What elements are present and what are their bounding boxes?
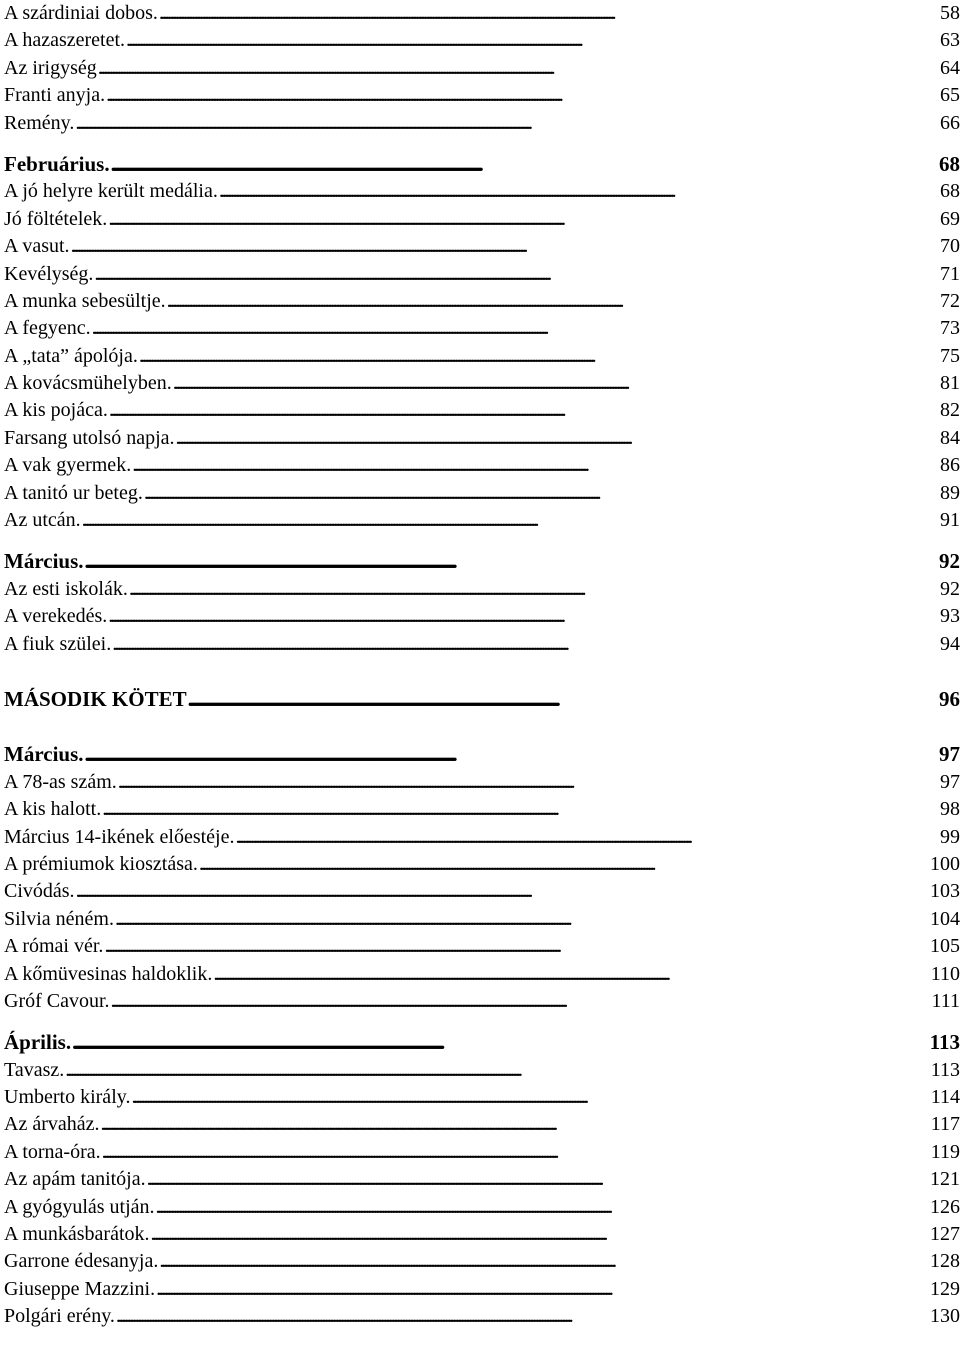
toc-entry-page: 96 xyxy=(939,686,960,711)
toc-entry-title: A kőmüvesinas haldoklik. xyxy=(4,962,213,985)
toc-dot-leader xyxy=(147,1166,929,1193)
toc-entry-title: A prémiumok kiosztása. xyxy=(4,852,198,875)
toc-entry-title: Tavasz. xyxy=(4,1058,65,1081)
toc-dot-leader xyxy=(219,178,939,205)
toc-dot-leader xyxy=(159,1248,929,1275)
toc-entry-title: Umberto király. xyxy=(4,1086,131,1109)
toc-dot-leader xyxy=(188,686,933,713)
toc-dot-leader xyxy=(199,851,929,878)
toc-entry xyxy=(4,27,960,54)
toc-entry-page: 64 xyxy=(940,56,960,79)
toc-entry-title: Farsang utolsó napja. xyxy=(4,426,175,449)
toc-entry-page: 97 xyxy=(939,742,960,767)
toc-entry-title: Március 14-ikének előestéje. xyxy=(4,825,235,848)
toc-dot-leader xyxy=(144,480,939,507)
toc-entry xyxy=(4,769,960,796)
toc-entry xyxy=(4,288,960,315)
toc-entry-page: 94 xyxy=(940,632,960,655)
toc-dot-leader xyxy=(116,1303,929,1330)
toc-entry xyxy=(4,1166,960,1193)
toc-dot-leader xyxy=(85,548,933,575)
toc-dot-leader xyxy=(75,110,939,137)
toc-entry-page: 121 xyxy=(930,1168,960,1191)
toc-entry xyxy=(4,261,960,288)
toc-entry-title: Februárius. xyxy=(4,151,110,176)
toc-entry xyxy=(4,233,960,260)
toc-entry-title: A jó helyre került medália. xyxy=(4,180,218,203)
toc-dot-leader xyxy=(132,452,939,479)
toc-entry-page: 71 xyxy=(940,262,960,285)
toc-entry-title: Giuseppe Mazzini. xyxy=(4,1277,156,1300)
toc-dot-leader xyxy=(167,288,939,315)
toc-entry-page: 75 xyxy=(940,344,960,367)
toc-entry xyxy=(4,1276,960,1303)
toc-entry-page: 129 xyxy=(930,1277,960,1300)
toc-entry xyxy=(4,961,960,988)
toc-entry-title: MÁSODIK KÖTET xyxy=(4,686,187,711)
toc-entry xyxy=(4,178,960,205)
toc-entry-page: 111 xyxy=(931,989,960,1012)
toc-entry xyxy=(4,851,960,878)
toc-dot-leader xyxy=(108,603,939,630)
toc-entry xyxy=(4,206,960,233)
toc-entry-title: A tanitó ur beteg. xyxy=(4,481,143,504)
toc-dot-leader xyxy=(94,261,939,288)
toc-entry-page: 86 xyxy=(940,454,960,477)
toc-dot-leader xyxy=(71,233,939,260)
toc-entry xyxy=(4,576,960,603)
toc-entry-page: 98 xyxy=(940,798,960,821)
toc-dot-leader xyxy=(108,206,939,233)
toc-dot-leader xyxy=(151,1221,929,1248)
toc-entry-title: Gróf Cavour. xyxy=(4,989,110,1012)
table-of-contents xyxy=(4,0,960,1331)
toc-entry xyxy=(4,315,960,342)
toc-entry xyxy=(4,425,960,452)
toc-dot-leader xyxy=(76,878,929,905)
toc-dot-leader xyxy=(111,151,933,178)
toc-entry-title: Március. xyxy=(4,549,84,574)
toc-dot-leader xyxy=(102,1139,930,1166)
toc-entry xyxy=(4,55,960,82)
toc-entry-page: 63 xyxy=(940,29,960,52)
toc-entry-page: 72 xyxy=(940,289,960,312)
toc-entry-title: Az esti iskolák. xyxy=(4,577,128,600)
toc-entry-page: 97 xyxy=(940,770,960,793)
toc-entry xyxy=(4,1248,960,1275)
toc-dot-leader xyxy=(82,507,939,534)
toc-entry-title: Az árvaház. xyxy=(4,1113,100,1136)
toc-entry-title: A vak gyermek. xyxy=(4,454,132,477)
toc-entry-page: 81 xyxy=(940,372,960,395)
toc-dot-leader xyxy=(213,961,929,988)
toc-entry-title: A római vér. xyxy=(4,935,104,958)
toc-entry xyxy=(4,796,960,823)
toc-dot-leader xyxy=(102,796,939,823)
toc-entry-page: 113 xyxy=(929,1030,960,1055)
toc-entry xyxy=(4,933,960,960)
toc-entry-title: A torna-óra. xyxy=(4,1140,101,1163)
toc-dot-leader xyxy=(173,370,939,397)
toc-section-heading xyxy=(4,548,960,575)
toc-entry-page: 69 xyxy=(940,207,960,230)
toc-entry-title: Garrone édesanyja. xyxy=(4,1250,159,1273)
toc-spacer xyxy=(4,713,960,741)
toc-entry-page: 127 xyxy=(930,1223,960,1246)
toc-dot-leader xyxy=(126,27,939,54)
toc-entry-page: 93 xyxy=(940,605,960,628)
toc-entry-page: 117 xyxy=(930,1113,960,1136)
toc-entry-title: A kovácsmühelyben. xyxy=(4,372,172,395)
toc-spacer xyxy=(4,658,960,686)
toc-entry-title: A vasut. xyxy=(4,235,70,258)
toc-entry xyxy=(4,631,960,658)
toc-entry-page: 113 xyxy=(930,1058,960,1081)
toc-dot-leader xyxy=(65,1057,930,1084)
toc-entry-title: Franti anyja. xyxy=(4,84,106,107)
toc-entry-page: 128 xyxy=(930,1250,960,1273)
toc-entry-page: 68 xyxy=(939,151,960,176)
toc-dot-leader xyxy=(98,55,939,82)
toc-entry-page: 91 xyxy=(940,509,960,532)
toc-dot-leader xyxy=(235,824,939,851)
toc-entry-page: 73 xyxy=(940,317,960,340)
toc-entry xyxy=(4,988,960,1015)
toc-entry xyxy=(4,824,960,851)
toc-entry-title: A „tata” ápolója. xyxy=(4,344,138,367)
toc-entry-title: A fegyenc. xyxy=(4,317,91,340)
toc-dot-leader xyxy=(139,343,939,370)
toc-entry-page: 105 xyxy=(930,935,960,958)
toc-dot-leader xyxy=(176,425,939,452)
toc-entry xyxy=(4,480,960,507)
toc-entry-title: Az utcán. xyxy=(4,509,81,532)
toc-entry-title: A munka sebesültje. xyxy=(4,289,166,312)
toc-entry-page: 119 xyxy=(930,1140,960,1163)
toc-entry xyxy=(4,110,960,137)
toc-entry xyxy=(4,1057,960,1084)
toc-dot-leader xyxy=(112,631,939,658)
toc-entry xyxy=(4,1194,960,1221)
toc-dot-leader xyxy=(129,576,939,603)
toc-entry-title: A munkásbarátok. xyxy=(4,1223,150,1246)
toc-entry xyxy=(4,452,960,479)
toc-dot-leader xyxy=(159,0,939,27)
toc-entry-title: A kis halott. xyxy=(4,798,102,821)
toc-entry xyxy=(4,343,960,370)
toc-entry xyxy=(4,507,960,534)
toc-entry-title: Kevélység. xyxy=(4,262,94,285)
toc-entry-page: 103 xyxy=(930,880,960,903)
toc-entry xyxy=(4,397,960,424)
toc-spacer xyxy=(4,1015,960,1029)
toc-entry-page: 89 xyxy=(940,481,960,504)
toc-entry xyxy=(4,0,960,27)
toc-entry-page: 70 xyxy=(940,235,960,258)
toc-entry-title: Jó föltételek. xyxy=(4,207,108,230)
toc-dot-leader xyxy=(106,82,939,109)
toc-entry-title: Március. xyxy=(4,742,84,767)
toc-entry xyxy=(4,1139,960,1166)
toc-dot-leader xyxy=(118,769,939,796)
toc-dot-leader xyxy=(104,933,929,960)
toc-section-heading xyxy=(4,686,960,713)
toc-spacer xyxy=(4,534,960,548)
toc-entry-page: 65 xyxy=(940,84,960,107)
toc-spacer xyxy=(4,137,960,151)
toc-section-heading xyxy=(4,151,960,178)
toc-entry xyxy=(4,1221,960,1248)
toc-entry-title: Polgári erény. xyxy=(4,1305,115,1328)
toc-entry-page: 99 xyxy=(940,825,960,848)
toc-dot-leader xyxy=(92,315,939,342)
toc-entry-page: 100 xyxy=(930,852,960,875)
toc-entry-title: Silvia néném. xyxy=(4,907,114,930)
toc-dot-leader xyxy=(72,1029,924,1056)
toc-entry-page: 84 xyxy=(940,426,960,449)
toc-entry-title: A 78-as szám. xyxy=(4,770,117,793)
toc-entry-title: Április. xyxy=(4,1030,72,1055)
toc-entry-title: Remény. xyxy=(4,111,75,134)
toc-entry-page: 82 xyxy=(940,399,960,422)
toc-dot-leader xyxy=(111,988,931,1015)
toc-entry xyxy=(4,906,960,933)
toc-entry-page: 92 xyxy=(940,577,960,600)
toc-dot-leader xyxy=(115,906,929,933)
toc-entry xyxy=(4,1303,960,1330)
toc-entry-title: Az apám tanitója. xyxy=(4,1168,146,1191)
toc-dot-leader xyxy=(156,1276,929,1303)
toc-entry-page: 114 xyxy=(930,1086,960,1109)
toc-entry xyxy=(4,1111,960,1138)
toc-entry-page: 66 xyxy=(940,111,960,134)
toc-dot-leader xyxy=(156,1194,929,1221)
toc-entry-title: Civódás. xyxy=(4,880,75,903)
toc-entry-title: A szárdiniai dobos. xyxy=(4,2,158,24)
toc-entry-title: A hazaszeretet. xyxy=(4,29,126,52)
toc-section-heading xyxy=(4,1029,960,1056)
toc-entry xyxy=(4,370,960,397)
toc-entry xyxy=(4,1084,960,1111)
toc-entry-page: 92 xyxy=(939,549,960,574)
toc-entry xyxy=(4,603,960,630)
toc-entry-page: 58 xyxy=(940,2,960,24)
toc-section-heading xyxy=(4,741,960,768)
toc-entry-page: 104 xyxy=(930,907,960,930)
toc-entry-title: A fiuk szülei. xyxy=(4,632,112,655)
toc-entry-title: A gyógyulás utján. xyxy=(4,1195,155,1218)
toc-entry xyxy=(4,878,960,905)
toc-entry xyxy=(4,82,960,109)
toc-entry-page: 110 xyxy=(930,962,960,985)
toc-entry-page: 126 xyxy=(930,1195,960,1218)
toc-entry-title: A kis pojáca. xyxy=(4,399,108,422)
toc-entry-page: 130 xyxy=(930,1305,960,1328)
toc-entry-title: Az irigység xyxy=(4,56,97,79)
toc-entry-page: 68 xyxy=(940,180,960,203)
toc-dot-leader xyxy=(109,397,939,424)
toc-dot-leader xyxy=(85,741,933,768)
toc-dot-leader xyxy=(101,1111,930,1138)
toc-dot-leader xyxy=(131,1084,929,1111)
toc-entry-title: A verekedés. xyxy=(4,605,108,628)
